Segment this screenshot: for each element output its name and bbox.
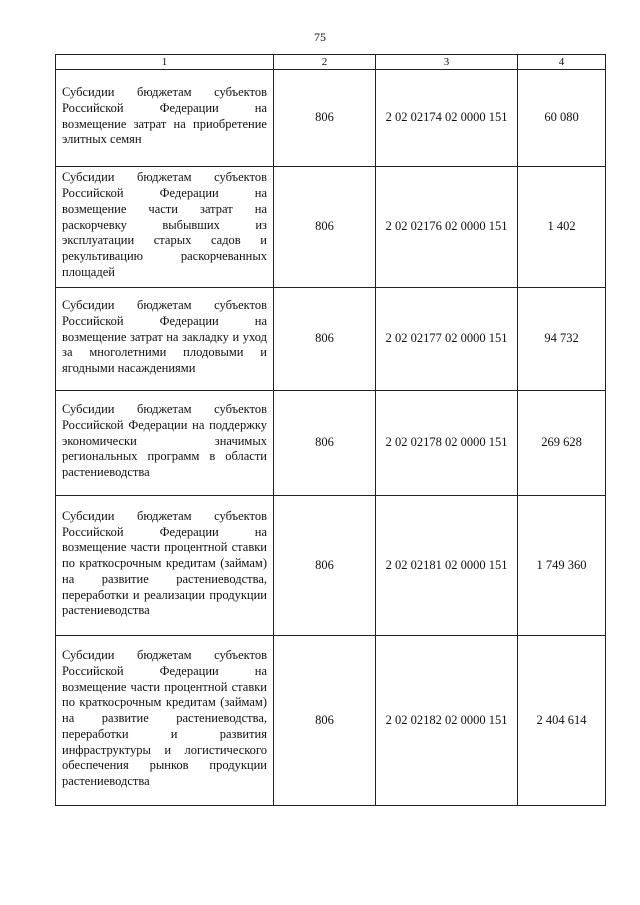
row-description: Субсидии бюджетам субъектов Российской Федерации на возмещение части затрат на раскорчевку выбывших из эксплуатации старых садов и рекультивацию раскорчеванных площадей (56, 167, 274, 288)
table-row (56, 288, 606, 391)
row-description: Субсидии бюджетам субъектов Российской Федерации на возмещение части процентной ставки по краткосрочным кредитам (займам) на развитие растениеводства, переработки и развития инфраструктуры и логистического обеспечения рынков продукции растениеводства (56, 636, 274, 806)
table-row (56, 70, 606, 167)
row-budget-code: 2 02 02177 02 0000 151 (376, 288, 518, 391)
row-budget-code: 2 02 02178 02 0000 151 (376, 391, 518, 496)
row-amount: 2 404 614 (518, 636, 606, 806)
row-budget-code: 2 02 02176 02 0000 151 (376, 167, 518, 288)
table-row (56, 391, 606, 496)
row-admin-code: 806 (274, 167, 376, 288)
row-description: Субсидии бюджетам субъектов Российской Федерации на возмещение части процентной ставки по краткосрочным кредитам (займам) на развитие растениеводства, переработки и реализации продукции растениеводства (56, 496, 274, 636)
table-row (56, 496, 606, 636)
budget-table (55, 54, 606, 806)
row-amount: 1 749 360 (518, 496, 606, 636)
row-admin-code: 806 (274, 496, 376, 636)
header-row (56, 55, 606, 70)
table-row (56, 636, 606, 806)
column-header-1: 1 (56, 55, 274, 70)
row-admin-code: 806 (274, 70, 376, 167)
column-header-2: 2 (274, 55, 376, 70)
column-header-3: 3 (376, 55, 518, 70)
table-body (56, 70, 606, 806)
row-admin-code: 806 (274, 288, 376, 391)
row-description: Субсидии бюджетам субъектов Российской Федерации на возмещение затрат на приобретение элитных семян (56, 70, 274, 167)
row-budget-code: 2 02 02174 02 0000 151 (376, 70, 518, 167)
row-description: Субсидии бюджетам субъектов Российской Федерации на возмещение затрат на закладку и уход за многолетними плодовыми и ягодными насаждениями (56, 288, 274, 391)
table-row (56, 167, 606, 288)
row-admin-code: 806 (274, 391, 376, 496)
row-amount: 269 628 (518, 391, 606, 496)
row-description: Субсидии бюджетам субъектов Российской Федерации на поддержку экономически значимых региональных программ в области растениеводства (56, 391, 274, 496)
page-number: 75 (314, 30, 326, 44)
table-header (56, 55, 606, 70)
row-admin-code: 806 (274, 636, 376, 806)
row-budget-code: 2 02 02181 02 0000 151 (376, 496, 518, 636)
row-amount: 94 732 (518, 288, 606, 391)
row-amount: 60 080 (518, 70, 606, 167)
column-header-4: 4 (518, 55, 606, 70)
row-amount: 1 402 (518, 167, 606, 288)
row-budget-code: 2 02 02182 02 0000 151 (376, 636, 518, 806)
